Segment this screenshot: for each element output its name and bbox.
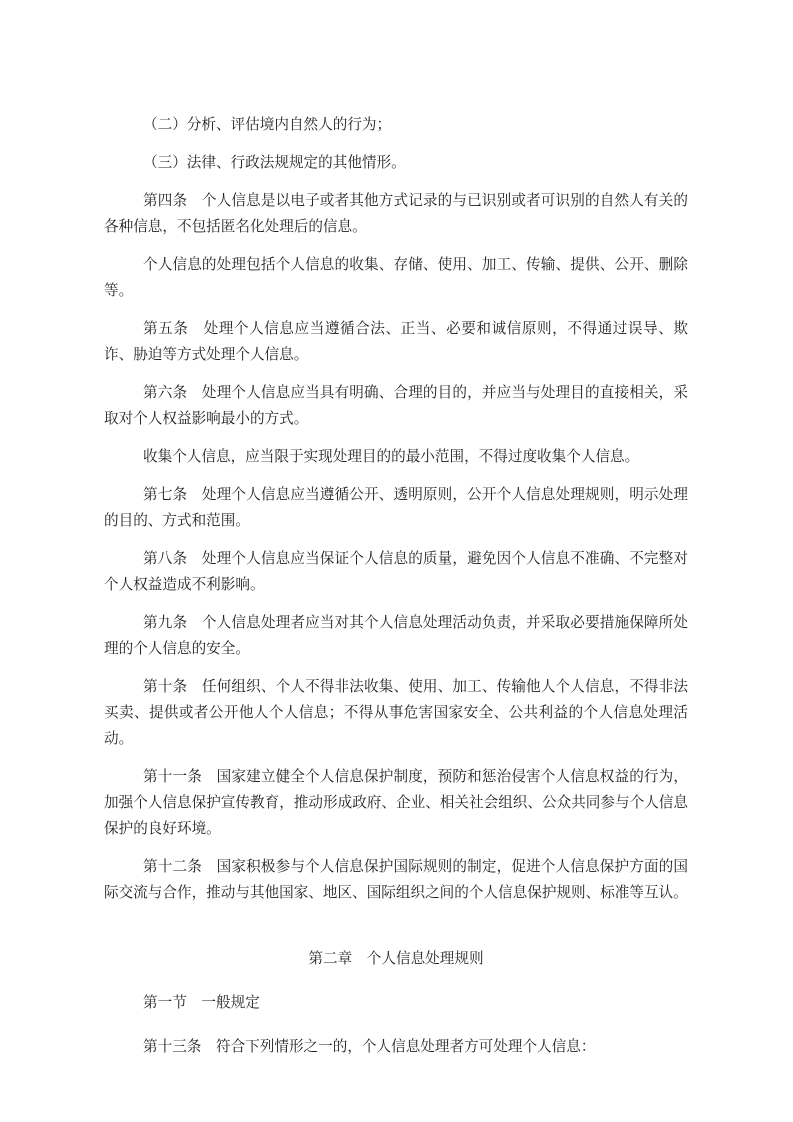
article-paragraph: 第九条 个人信息处理者应当对其个人信息处理活动负责，并采取必要措施保障所处理的个人信息的安全。 <box>104 615 688 657</box>
article-paragraph: 第五条 处理个人信息应当遵循合法、正当、必要和诚信原则，不得通过误导、欺诈、胁迫等方式处理个人信息。 <box>104 321 688 363</box>
chapter-heading: 第二章 个人信息处理规则 <box>308 951 484 967</box>
article-paragraph: 第十二条 国家积极参与个人信息保护国际规则的制定，促进个人信息保护方面的国际交流与合作，推动与其他国家、地区、国际组织之间的个人信息保护规则、标准等互认。 <box>104 859 688 901</box>
body-paragraph: 收集个人信息，应当限于实现处理目的的最小范围，不得过度收集个人信息。 <box>143 449 640 465</box>
section-heading: 第一节 一般规定 <box>143 995 260 1011</box>
document-body <box>104 112 688 1072</box>
list-item: （三）法律、行政法规规定的其他情形。 <box>143 155 406 171</box>
article-paragraph: 第十一条 国家建立健全个人信息保护制度，预防和惩治侵害个人信息权益的行为，加强个人信息保护宣传教育，推动形成政府、企业、相关社会组织、公众共同参与个人信息保护的良好环境。 <box>104 769 688 837</box>
list-item: （二）分析、评估境内自然人的行为； <box>143 117 392 133</box>
article-paragraph: 第十三条 符合下列情形之一的，个人信息处理者方可处理个人信息： <box>143 1039 596 1055</box>
article-paragraph: 第六条 处理个人信息应当具有明确、合理的目的，并应当与处理目的直接相关，采取对个人权益影响最小的方式。 <box>104 385 688 427</box>
body-paragraph: 个人信息的处理包括个人信息的收集、存储、使用、加工、传输、提供、公开、删除等。 <box>104 257 688 299</box>
article-paragraph: 第四条 个人信息是以电子或者其他方式记录的与已识别或者可识别的自然人有关的各种信息，不包括匿名化处理后的信息。 <box>104 193 688 235</box>
article-paragraph: 第十条 任何组织、个人不得非法收集、使用、加工、传输他人个人信息，不得非法买卖、提供或者公开他人个人信息；不得从事危害国家安全、公共利益的个人信息处理活动。 <box>104 679 688 747</box>
article-paragraph: 第七条 处理个人信息应当遵循公开、透明原则，公开个人信息处理规则，明示处理的目的、方式和范围。 <box>104 487 688 529</box>
article-paragraph: 第八条 处理个人信息应当保证个人信息的质量，避免因个人信息不准确、不完整对个人权益造成不利影响。 <box>104 551 688 593</box>
